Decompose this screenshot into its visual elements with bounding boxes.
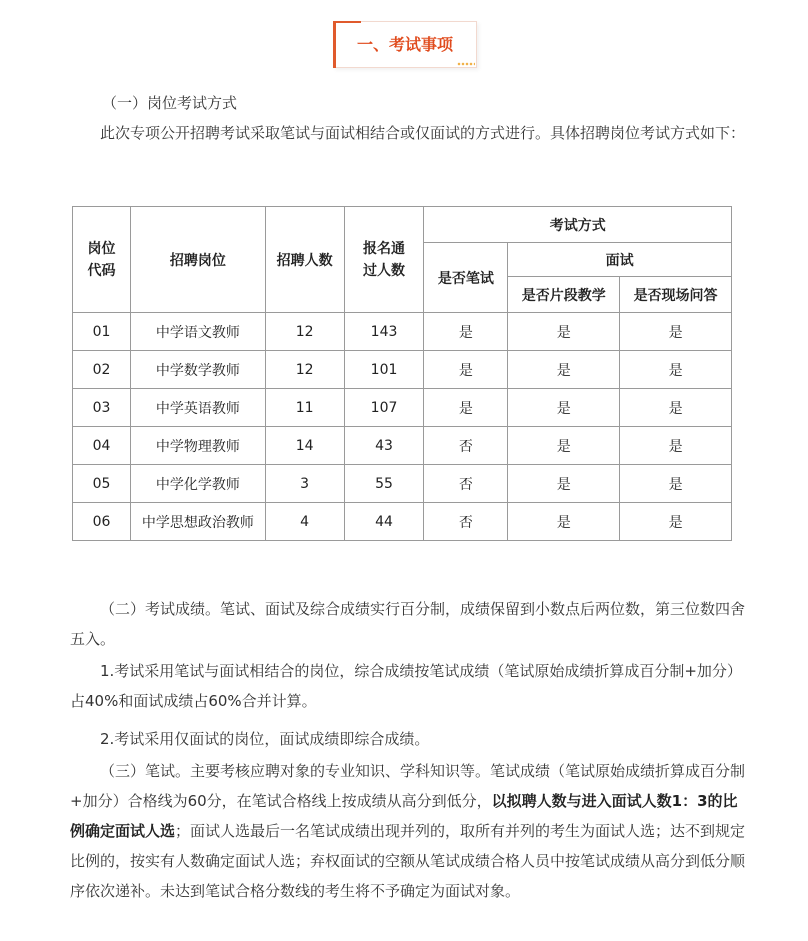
table-row — [73, 351, 732, 389]
cell-written: 是 — [424, 351, 508, 389]
cell-passed: 143 — [344, 313, 424, 351]
cell-code: 01 — [73, 313, 131, 351]
header-onsite: 是否现场问答 — [620, 277, 732, 313]
cell-onsite: 是 — [620, 427, 732, 465]
cell-code: 04 — [73, 427, 131, 465]
cell-position: 中学英语教师 — [130, 389, 265, 427]
section2-item1: 1.考试采用笔试与面试相结合的岗位，综合成绩按笔试成绩（笔试原始成绩折算成百分制+加分）占40%和面试成绩占60%合并计算。 — [70, 662, 742, 710]
table-row — [73, 427, 732, 465]
cell-position: 中学语文教师 — [130, 313, 265, 351]
header-code: 岗位代码 — [73, 207, 131, 313]
header-passed: 报名通过人数 — [344, 207, 424, 313]
cell-count: 14 — [265, 427, 344, 465]
cell-passed: 44 — [344, 503, 424, 541]
cell-segment: 是 — [508, 465, 620, 503]
header-interview: 面试 — [508, 243, 732, 277]
header-exam-method: 考试方式 — [424, 207, 732, 243]
section3-text-part1: （三）笔试。主要考核应聘对象的专业知识、学科知识等。笔试成绩（笔试原始成绩折算成百分制+加分）合格线为60分，在笔试合格线上按成绩从高分到低分， — [70, 762, 746, 810]
cell-position: 中学数学教师 — [130, 351, 265, 389]
table-row — [73, 465, 732, 503]
header-written: 是否笔试 — [424, 243, 508, 313]
cell-written: 是 — [424, 313, 508, 351]
cell-onsite: 是 — [620, 389, 732, 427]
cell-position: 中学物理教师 — [130, 427, 265, 465]
cell-written: 否 — [424, 503, 508, 541]
cell-segment: 是 — [508, 313, 620, 351]
cell-onsite: 是 — [620, 313, 732, 351]
cell-segment: 是 — [508, 389, 620, 427]
section3-bold-text: 以拟聘人数与进入面试人数1：3的比例确定面试人选 — [70, 792, 738, 840]
cell-passed: 55 — [344, 465, 424, 503]
cell-code: 05 — [73, 465, 131, 503]
cell-count: 12 — [265, 351, 344, 389]
cell-onsite: 是 — [620, 465, 732, 503]
cell-segment: 是 — [508, 351, 620, 389]
header-count: 招聘人数 — [265, 207, 344, 313]
section3-paragraph — [70, 756, 752, 906]
heading-dots-icon — [457, 62, 475, 66]
header-position: 招聘岗位 — [130, 207, 265, 313]
cell-count: 3 — [265, 465, 344, 503]
section1-intro: 此次专项公开招聘考试采取笔试与面试相结合或仅面试的方式进行。具体招聘岗位考试方式如下： — [100, 124, 746, 142]
cell-segment: 是 — [508, 427, 620, 465]
section2-item2: 2.考试采用仅面试的岗位，面试成绩即综合成绩。 — [100, 730, 430, 748]
cell-position: 中学思想政治教师 — [130, 503, 265, 541]
cell-count: 11 — [265, 389, 344, 427]
section2-paragraph: （二）考试成绩。笔试、面试及综合成绩实行百分制，成绩保留到小数点后两位数，第三位数四舍五入。 — [70, 600, 746, 648]
exam-method-table — [72, 206, 732, 541]
cell-onsite: 是 — [620, 503, 732, 541]
cell-code: 06 — [73, 503, 131, 541]
cell-written: 否 — [424, 465, 508, 503]
section3-text-part2: ；面试人选最后一名笔试成绩出现并列的，取所有并列的考生为面试人选；达不到规定比例的，按实有人数确定面试人选；弃权面试的空额从笔试成绩合格人员中按笔试成绩从高分到低分顺序依次递补。未达到笔试合格分数线的考生将不予确定为面试对象。 — [70, 822, 746, 900]
table-row — [73, 389, 732, 427]
cell-code: 02 — [73, 351, 131, 389]
cell-onsite: 是 — [620, 351, 732, 389]
cell-code: 03 — [73, 389, 131, 427]
cell-count: 4 — [265, 503, 344, 541]
table-body — [73, 313, 732, 541]
cell-count: 12 — [265, 313, 344, 351]
cell-position: 中学化学教师 — [130, 465, 265, 503]
table-row — [73, 503, 732, 541]
heading-title: 一、考试事项 — [356, 35, 453, 54]
cell-written: 否 — [424, 427, 508, 465]
section1-title: （一）岗位考试方式 — [102, 94, 238, 112]
section-heading — [333, 21, 477, 68]
cell-written: 是 — [424, 389, 508, 427]
cell-passed: 43 — [344, 427, 424, 465]
table-row — [73, 313, 732, 351]
header-segment: 是否片段教学 — [508, 277, 620, 313]
cell-passed: 107 — [344, 389, 424, 427]
cell-segment: 是 — [508, 503, 620, 541]
cell-passed: 101 — [344, 351, 424, 389]
